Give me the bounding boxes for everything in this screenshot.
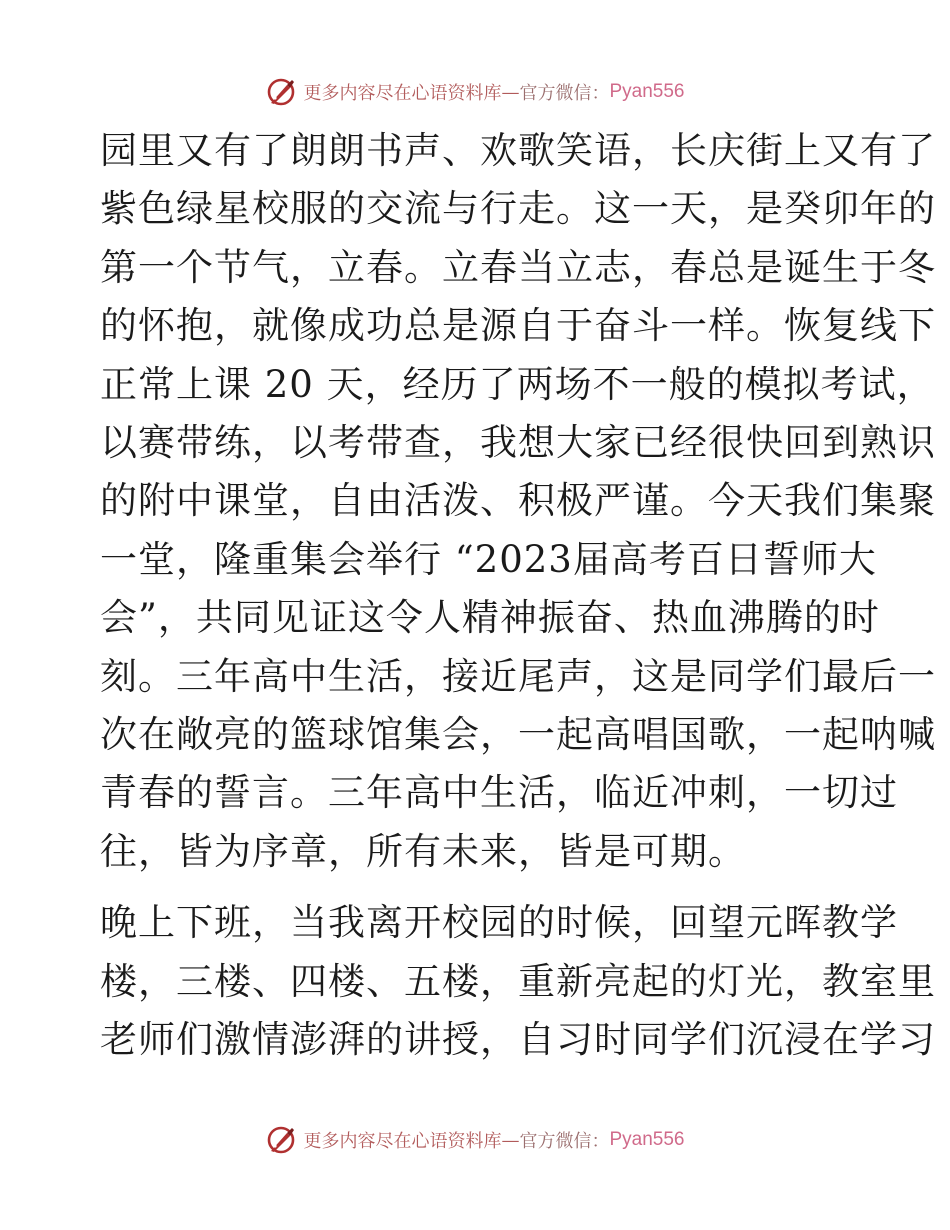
- banner-wechat-id: Pyan556: [609, 81, 685, 102]
- text-line: 的怀抱，就像成功总是源自于奋斗一样。恢复线下: [100, 304, 936, 348]
- text-line: 一堂，隆重集会举行 “2023届高考百日誓师大: [100, 537, 877, 581]
- footer-banner-text: [303, 1127, 684, 1153]
- text-line: 以赛带练，以考带查，我想大家已经很快回到熟识: [100, 421, 936, 465]
- banner-wechat-label: 官方微信：: [519, 83, 610, 104]
- banner-dash: —: [501, 81, 520, 103]
- text-line: 老师们激情澎湃的讲授，自习时同学们沉浸在学习: [100, 1018, 936, 1062]
- text-line: 刻。三年高中生活，接近尾声，这是同学们最后一: [100, 654, 936, 698]
- text-line: 会”，共同见证这令人精神振奋、热血沸腾的时: [100, 596, 880, 640]
- banner-wechat-label: 官方微信：: [519, 1131, 610, 1152]
- banner-site-name: 更多内容尽在心语资料库: [303, 1131, 502, 1152]
- pen-logo-icon: [265, 76, 297, 108]
- text-line: 青春的誓言。三年高中生活，临近冲刺，一切过: [100, 771, 898, 815]
- header-banner-text: [303, 79, 684, 105]
- banner-dash: —: [501, 1129, 520, 1151]
- banner-wechat-id: Pyan556: [609, 1129, 685, 1150]
- paragraph-1: [100, 122, 936, 881]
- pen-logo-icon: [265, 1124, 297, 1156]
- header-banner: [0, 72, 950, 112]
- text-line: 正常上课 20 天，经历了两场不一般的模拟考试，: [100, 362, 935, 406]
- text-line: 第一个节气，立春。立春当立志，春总是诞生于冬: [100, 245, 936, 289]
- text-line: 次在敞亮的篮球馆集会，一起高唱国歌，一起呐喊: [100, 713, 936, 757]
- banner-site-name: 更多内容尽在心语资料库: [303, 83, 502, 104]
- text-line: 楼，三楼、四楼、五楼，重新亮起的灯光，教室里: [100, 959, 936, 1003]
- text-line: 园里又有了朗朗书声、欢歌笑语，长庆街上又有了: [100, 129, 936, 172]
- text-line: 晚上下班，当我离开校园的时候，回望元晖教学: [100, 901, 898, 945]
- paragraph-2: [100, 894, 936, 1069]
- document-body: [100, 122, 936, 1070]
- text-line: 紫色绿星校服的交流与行走。这一天，是癸卯年的: [100, 187, 936, 231]
- text-line: 的附中课堂，自由活泼、积极严谨。今天我们集聚: [100, 479, 936, 523]
- footer-banner: [0, 1120, 950, 1160]
- text-line: 往，皆为序章，所有未来，皆是可期。: [100, 829, 746, 873]
